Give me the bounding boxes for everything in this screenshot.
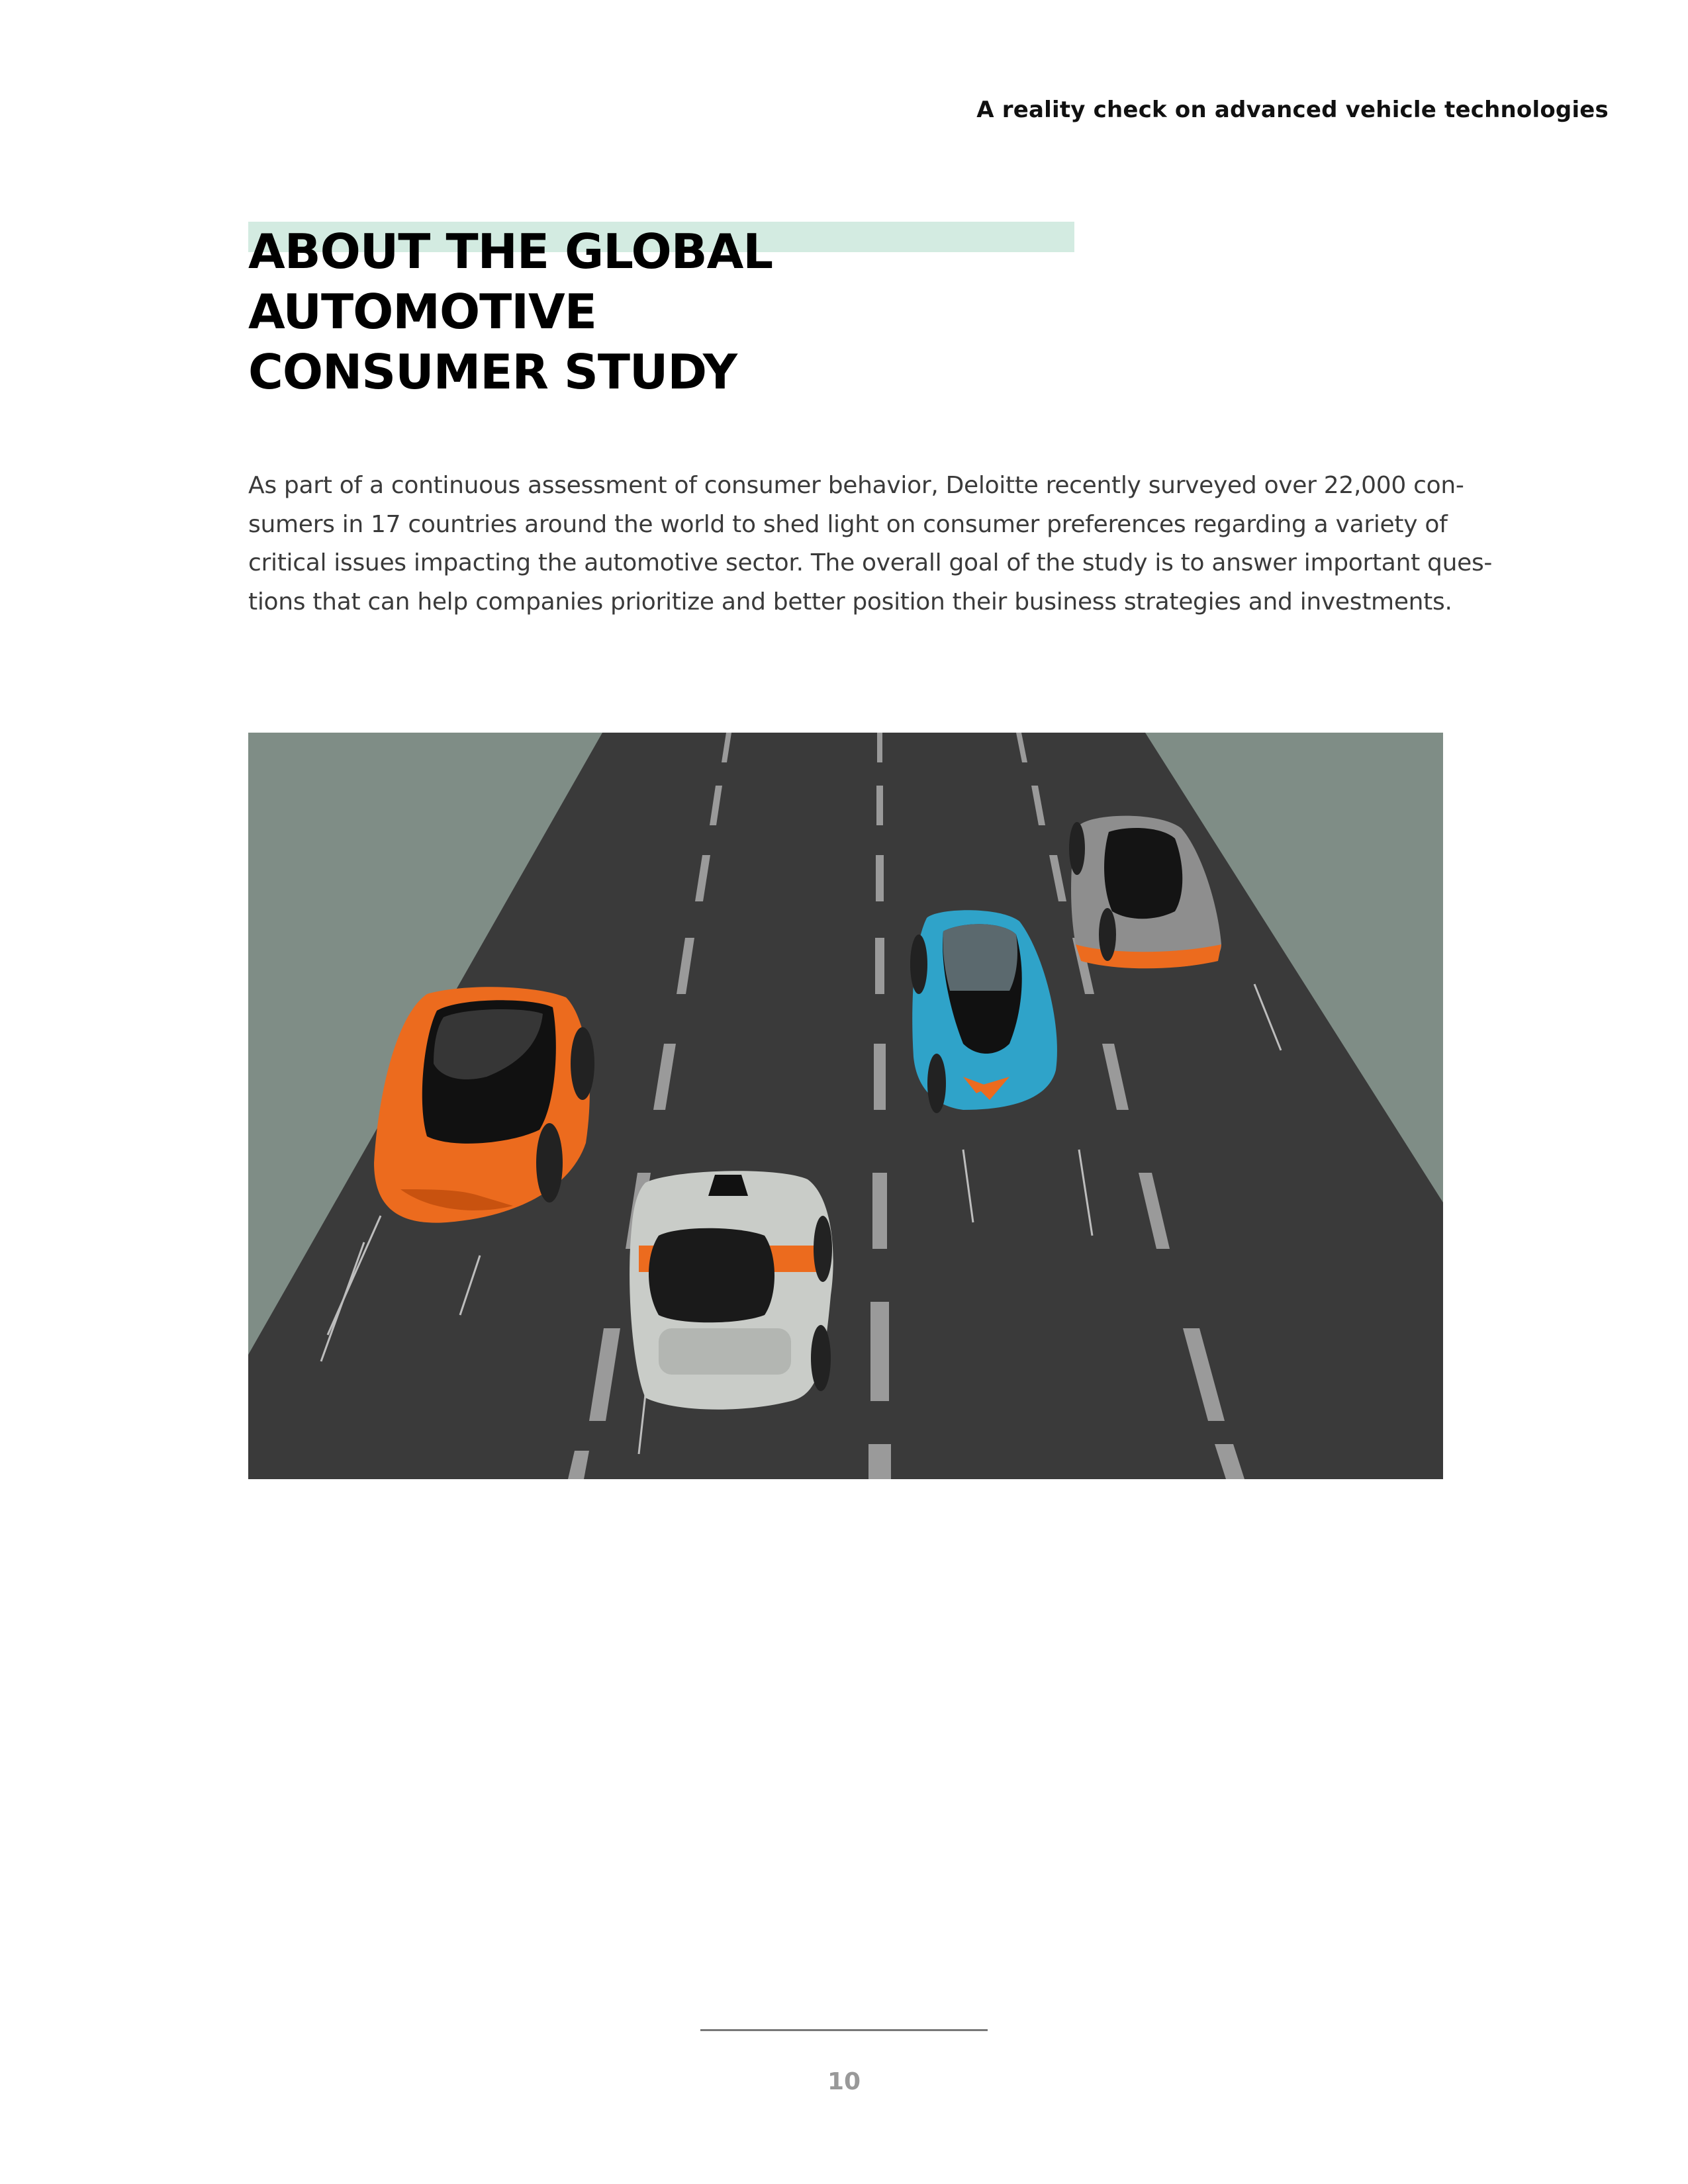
body-paragraph (248, 467, 1493, 621)
section-title-line-2: CONSUMER STUDY (248, 344, 737, 400)
page-number: 10 (827, 2068, 861, 2095)
body-line-4: tions that can help companies prioritize and better position their business strategies and investments. (248, 588, 1452, 615)
body-line-1: As part of a continuous assessment of consumer behavior, Deloitte recently surveyed over 22,000 con- (248, 472, 1464, 499)
highway-illustration-svg (248, 733, 1443, 1479)
white-car (630, 1171, 833, 1409)
highway-cars-illustration (248, 733, 1443, 1479)
section-title-line-1: ABOUT THE GLOBAL AUTOMOTIVE (248, 224, 773, 340)
body-line-2: sumers in 17 countries around the world to shed light on consumer preferences regarding a variety of (248, 510, 1448, 538)
body-line-3: critical issues impacting the automotive sector. The overall goal of the study is to answer important ques- (248, 549, 1493, 576)
footer-rule (700, 2029, 988, 2031)
section-title-block (248, 222, 1109, 402)
section-title (248, 222, 1109, 402)
running-header: A reality check on advanced vehicle technologies (976, 97, 1609, 123)
